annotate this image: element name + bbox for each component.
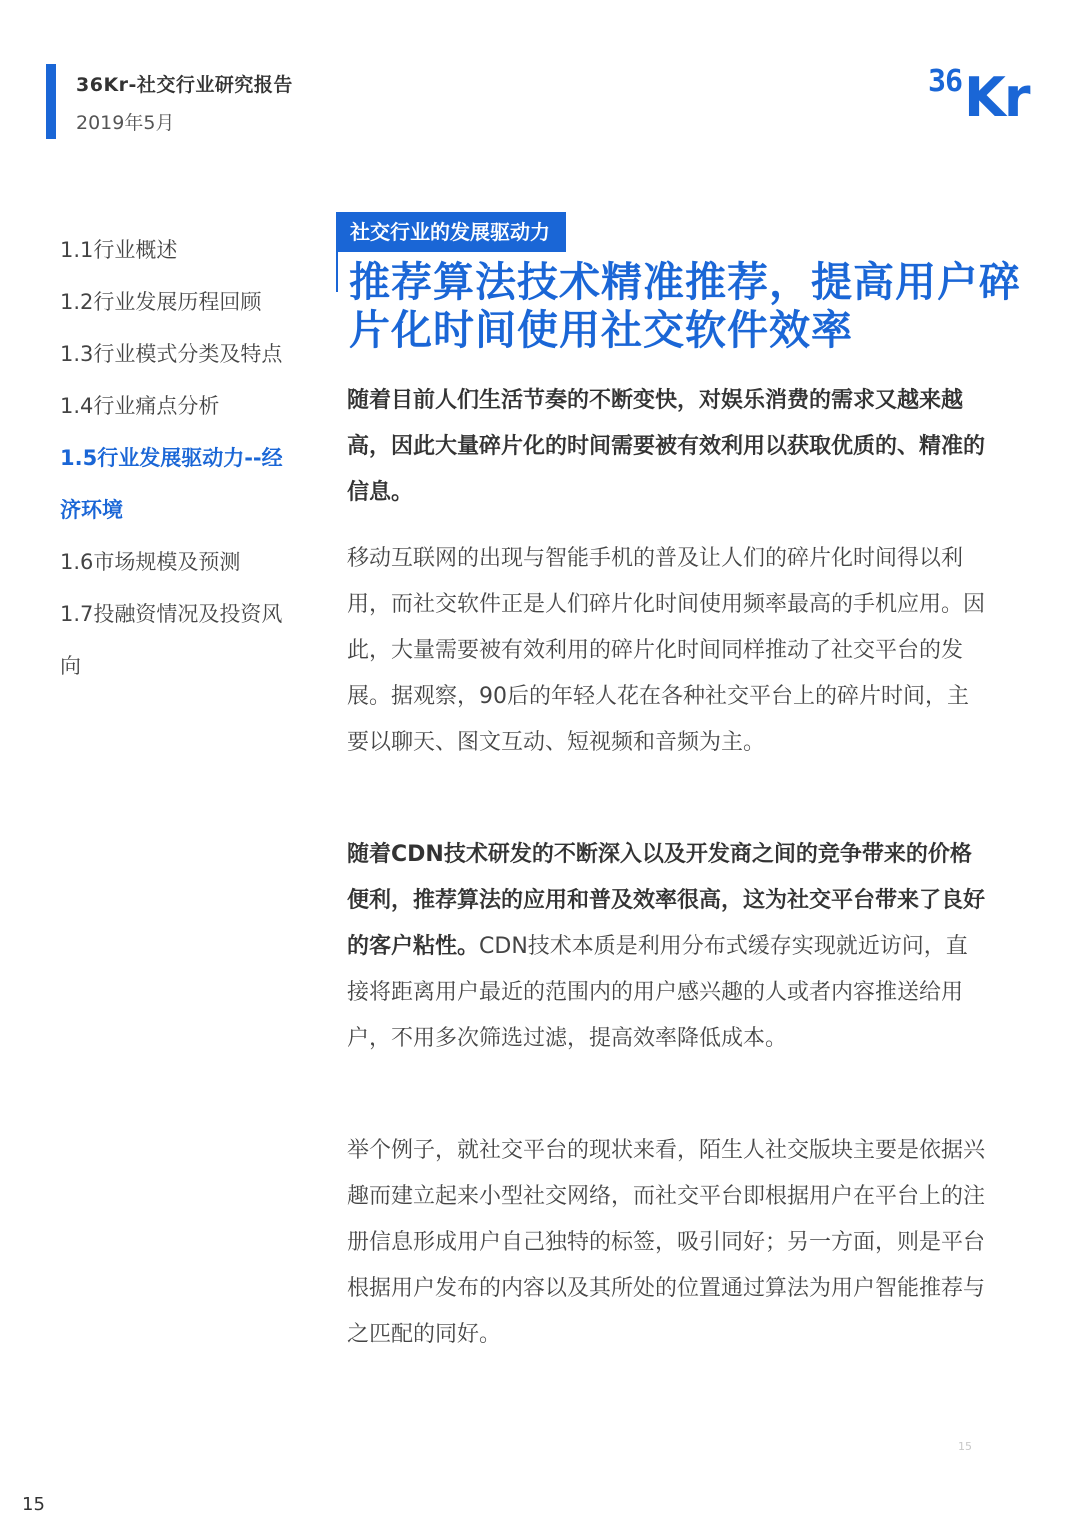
toc-item-1-3[interactable]: 1.3行业模式分类及特点	[60, 342, 283, 366]
toc-item-1-2[interactable]: 1.2行业发展历程回顾	[60, 290, 262, 314]
page-number-faint: 15	[958, 1440, 972, 1453]
headline-rule	[336, 252, 338, 292]
report-date: 2019年5月	[76, 112, 175, 134]
logo-36: 36	[928, 64, 963, 99]
table-of-contents	[60, 224, 310, 692]
intro-paragraph: 随着目前人们生活节奏的不断变快，对娱乐消费的需求又越来越高，因此大量碎片化的时间需要被有效利用以获取优质的、精准的信息。	[347, 388, 986, 505]
page-headline: 推荐算法技术精准推荐，提高用户碎片化时间使用社交软件效率	[349, 258, 1021, 354]
toc-item-1-5-active-cont[interactable]: 济环境	[60, 498, 123, 522]
toc-item-1-4[interactable]: 1.4行业痛点分析	[60, 394, 220, 418]
toc-item-1-6[interactable]: 1.6市场规模及预测	[60, 550, 241, 574]
toc-item-1-1[interactable]: 1.1行业概述	[60, 238, 178, 262]
page-number: 15	[22, 1494, 45, 1515]
section-tag: 社交行业的发展驱动力	[336, 212, 566, 252]
36kr-logo	[928, 60, 1043, 129]
body-paragraph-cdn	[347, 832, 987, 1062]
report-title: 36Kr-社交行业研究报告	[76, 74, 293, 96]
cdn-bold-lead: 随着CDN技术研发的不断深入以及开发商之间的竞争带来的价格便利，推荐算法的应用和普及效率很高，这为社交平台带来了良好的客户粘性。	[347, 842, 986, 959]
header-accent-bar	[46, 64, 56, 139]
cdn-detail: CDN技术本质是利用分布式缓存实现就近访问，直接将距离用户最近的范围内的用户感兴趣的人或者内容推送给用户，不用多次筛选过滤，提高效率降低成本。	[347, 934, 968, 1051]
body-paragraph-mobile: 移动互联网的出现与智能手机的普及让人们的碎片化时间得以利用，而社交软件正是人们碎片化时间使用频率最高的手机应用。因此，大量需要被有效利用的碎片化时间同样推动了社交平台的发展。据观察，90后的年轻人花在各种社交平台上的碎片时间，主要以聊天、图文互动、短视频和音频为主。	[347, 546, 986, 755]
logo-kr: Kr	[964, 66, 1029, 129]
toc-item-1-7-cont[interactable]: 向	[60, 654, 81, 678]
toc-item-1-7[interactable]: 1.7投融资情况及投资风	[60, 602, 283, 626]
toc-item-1-5-active[interactable]: 1.5行业发展驱动力--经	[60, 446, 283, 470]
body-paragraph-example: 举个例子，就社交平台的现状来看，陌生人社交版块主要是依据兴趣而建立起来小型社交网络，而社交平台即根据用户在平台上的注册信息形成用户自己独特的标签，吸引同好；另一方面，则是平台根据用户发布的内容以及其所处的位置通过算法为用户智能推荐与之匹配的同好。	[347, 1138, 986, 1347]
